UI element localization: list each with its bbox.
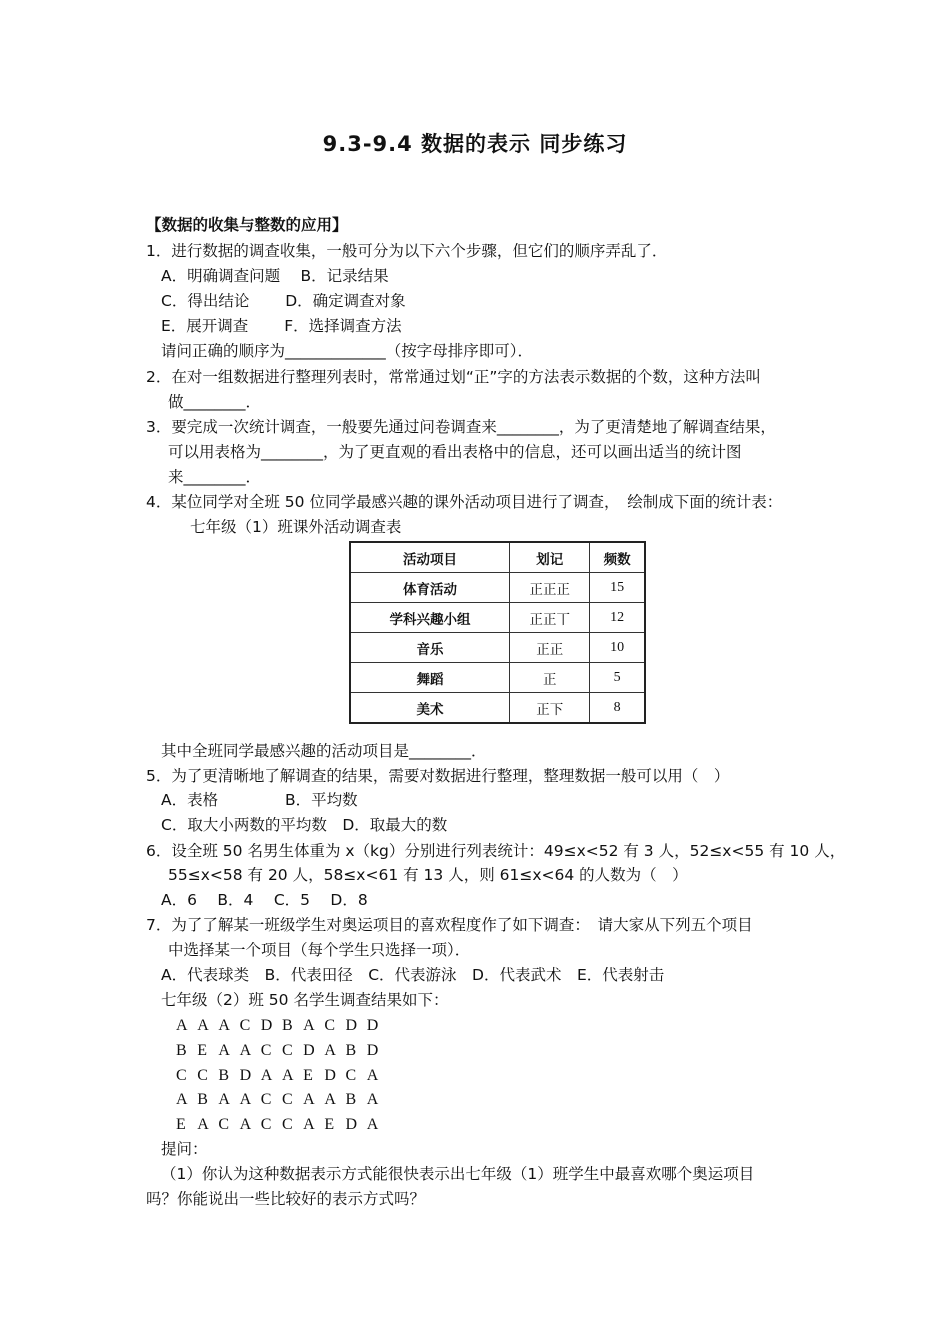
- survey-answer: C: [281, 1041, 293, 1059]
- activity-name: 学科兴趣小组: [350, 603, 510, 633]
- question-2-cont: 做________．: [168, 393, 262, 411]
- q7-options: A．代表球类 B．代表田径 C．代表游泳 D．代表武术 E．代表射击: [161, 966, 665, 984]
- survey-answer: D: [366, 1017, 379, 1034]
- header-tally: 划记: [510, 542, 590, 573]
- survey-results-row: [176, 1113, 388, 1138]
- sub-question-1: （1）你认为这种数据表示方式能很快表示出七年级（1）班学生中最喜欢哪个奥运项目: [161, 1165, 755, 1183]
- survey-answer: B: [197, 1091, 208, 1109]
- question-7: 7．为了了解某一班级学生对奥运项目的喜欢程度作了如下调查： 请大家从下列五个项目: [146, 916, 753, 934]
- activity-name: 舞蹈: [350, 663, 510, 693]
- survey-answer: A: [324, 1091, 336, 1109]
- activity-survey-table: [349, 541, 646, 724]
- survey-answer: C: [260, 1041, 272, 1059]
- survey-answer: E: [303, 1066, 313, 1084]
- survey-answer: D: [324, 1066, 336, 1084]
- q1-answer-prompt: 请问正确的顺序为_____________（按字母排序即可）．: [161, 342, 534, 360]
- question-4-prompt: 其中全班同学最感兴趣的活动项目是________．: [161, 742, 487, 760]
- table-row: [350, 603, 645, 633]
- survey-answer: A: [366, 1066, 379, 1084]
- page-title: 9.3-9.4 数据的表示 同步练习: [322, 132, 628, 156]
- survey-answer: B: [281, 1017, 293, 1034]
- table-header-row: [350, 542, 645, 573]
- frequency: 8: [590, 693, 645, 724]
- survey-answer: A: [176, 1017, 188, 1034]
- survey-answer: E: [324, 1116, 335, 1134]
- activity-name: 美术: [350, 693, 510, 724]
- survey-answer: C: [281, 1091, 293, 1109]
- frequency: 5: [590, 663, 645, 693]
- activity-name: 体育活动: [350, 573, 510, 603]
- question-6: 6．设全班 50 名男生体重为 x（kg）分别进行列表统计：49≤x<52 有 3 人，52≤x<55 有 10 人，: [146, 842, 846, 860]
- survey-answer: E: [176, 1116, 186, 1134]
- tally-mark: 正正正: [510, 573, 590, 603]
- survey-answer: A: [197, 1017, 209, 1034]
- table-caption: 七年级（1）班课外活动调查表: [190, 518, 402, 536]
- survey-answer: B: [345, 1091, 357, 1109]
- tally-mark: 正正丅: [510, 603, 590, 633]
- survey-answer: A: [218, 1091, 230, 1109]
- survey-answer: C: [345, 1066, 357, 1084]
- survey-answer: A: [260, 1066, 273, 1084]
- table-row: [350, 633, 645, 663]
- question-3-cont-2: 来________．: [168, 468, 262, 486]
- question-6-cont: 55≤x<58 有 20 人，58≤x<61 有 13 人，则 61≤x<64 的人数为（ ）: [168, 866, 688, 884]
- header-frequency: 频数: [590, 542, 645, 573]
- q1-option-row-3: E．展开调查 F．选择调查方法: [161, 317, 402, 335]
- question-3: 3．要完成一次统计调查，一般要先通过问卷调查来________，为了更清楚地了解调查结果，: [146, 418, 776, 436]
- survey-answer: D: [345, 1116, 358, 1134]
- frequency: 12: [590, 603, 645, 633]
- question-7-cont: 中选择某一个项目（每个学生只选择一项）．: [168, 941, 471, 959]
- survey-answer: A: [324, 1041, 336, 1059]
- table-row: [350, 693, 645, 724]
- survey-answer: A: [281, 1066, 294, 1084]
- question-3-cont-1: 可以用表格为________，为了更直观的看出表格中的信息，还可以画出适当的统计图: [168, 443, 742, 461]
- survey-answer: A: [239, 1091, 252, 1109]
- question-4: 4．某位同学对全班 50 位同学最感兴趣的课外活动项目进行了调查， 绘制成下面的统计表：: [146, 493, 783, 511]
- survey-answer: B: [176, 1041, 187, 1059]
- survey-results-row: [176, 1088, 388, 1113]
- survey-answer: C: [324, 1017, 335, 1034]
- survey-answer: C: [218, 1116, 230, 1134]
- survey-answer: D: [303, 1041, 315, 1059]
- survey-answer: A: [176, 1091, 188, 1109]
- survey-answer: A: [303, 1091, 315, 1109]
- survey-answer: A: [197, 1116, 209, 1134]
- sub-question-1-cont: 吗？你能说出一些比较好的表示方式吗？: [146, 1190, 426, 1208]
- table-row: [350, 573, 645, 603]
- table-row: [350, 663, 645, 693]
- activity-name: 音乐: [350, 633, 510, 663]
- survey-answer: A: [303, 1116, 315, 1134]
- survey-answer: C: [197, 1066, 208, 1084]
- survey-answer: C: [260, 1116, 272, 1134]
- survey-answer: C: [281, 1116, 293, 1134]
- question-2: 2．在对一组数据进行整理列表时，常常通过划“正”字的方法表示数据的个数，这种方法叫: [146, 368, 761, 386]
- q1-option-row-1: A．明确调查问题 B．记录结果: [161, 267, 389, 285]
- survey-answer: D: [239, 1066, 252, 1084]
- tally-mark: 正下: [510, 693, 590, 724]
- q6-options: A．6 B．4 C．5 D．8: [161, 891, 368, 909]
- survey-results-row: [176, 1014, 388, 1039]
- q5-option-row-1: A．表格 B．平均数: [161, 791, 358, 809]
- survey-answer: B: [345, 1041, 357, 1059]
- tally-mark: 正正: [510, 633, 590, 663]
- survey-answer: D: [345, 1017, 358, 1034]
- survey-answer: B: [218, 1066, 230, 1084]
- frequency: 10: [590, 633, 645, 663]
- survey-results-row: [176, 1039, 388, 1064]
- survey-answer: A: [366, 1091, 379, 1109]
- q7-results-intro: 七年级（2）班 50 名学生调查结果如下：: [161, 991, 449, 1009]
- q5-option-row-2: C．取大小两数的平均数 D．取最大的数: [161, 816, 448, 834]
- survey-answer: A: [303, 1017, 315, 1034]
- survey-answer: A: [366, 1116, 379, 1134]
- survey-answer: A: [218, 1041, 230, 1059]
- survey-answer: D: [366, 1041, 379, 1059]
- survey-answer: A: [239, 1041, 252, 1059]
- question-5: 5．为了更清晰地了解调查的结果，需要对数据进行整理，整理数据一般可以用（ ）: [146, 767, 730, 785]
- survey-answer: A: [239, 1116, 252, 1134]
- tally-mark: 正: [510, 663, 590, 693]
- q1-option-row-2: C．得出结论 D．确定调查对象: [161, 292, 406, 310]
- header-activity: 活动项目: [350, 542, 510, 573]
- questions-label: 提问：: [161, 1140, 208, 1158]
- survey-answer: D: [260, 1017, 273, 1034]
- section-heading: 【数据的收集与整数的应用】: [146, 216, 348, 234]
- survey-answer: A: [218, 1017, 230, 1034]
- survey-answer: C: [260, 1091, 272, 1109]
- survey-answer: E: [197, 1041, 207, 1059]
- survey-answer: C: [239, 1017, 251, 1034]
- frequency: 15: [590, 573, 645, 603]
- question-1: 1．进行数据的调查收集，一般可分为以下六个步骤，但它们的顺序弄乱了．: [146, 242, 668, 260]
- survey-results-grid: [176, 1014, 388, 1138]
- survey-answer: C: [176, 1066, 187, 1084]
- survey-results-row: [176, 1064, 388, 1089]
